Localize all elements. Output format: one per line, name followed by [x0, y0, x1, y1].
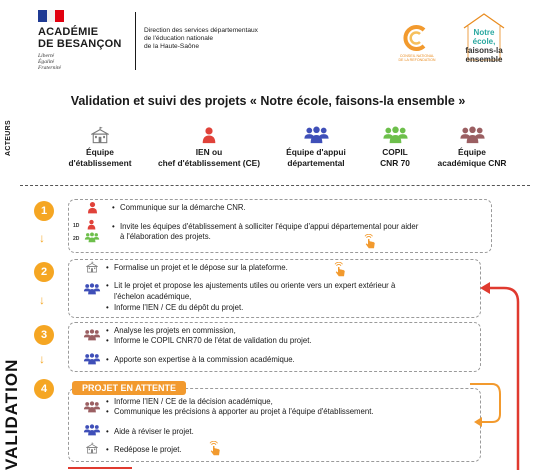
- actor-ien-ce: IEN ou chef d'établissement (CE): [154, 126, 264, 168]
- bottom-accent-line: [68, 467, 132, 469]
- red-return-arrow-icon: [478, 280, 534, 471]
- actors-label: ACTEURS: [5, 120, 12, 156]
- step-3-item-1: • Analyse les projets en commission,: [106, 326, 236, 335]
- step-1-item-1: • Communique sur la démarche CNR.: [112, 203, 246, 212]
- group-icon: [459, 126, 486, 144]
- click-hand-icon: [362, 234, 377, 249]
- cnr-logo-text: CONSEIL NATIONAL DE LA REFONDATION: [398, 54, 436, 62]
- status-badge: PROJET EN ATTENTE: [72, 381, 186, 395]
- step-3-item-3: • Apporte son expertise à la commission académique.: [106, 355, 295, 364]
- down-arrow-icon: ↓: [39, 352, 45, 366]
- school-building-icon: [86, 442, 98, 454]
- person-icon: [86, 219, 97, 230]
- step-number-3: 3: [34, 325, 54, 345]
- direction-line1: Direction des services départementaux: [144, 27, 258, 34]
- step-2-item-2-cont: l'échelon académique,: [114, 292, 192, 301]
- person-icon: [200, 126, 218, 144]
- group-icon: [83, 329, 101, 341]
- school-building-icon: [86, 261, 98, 273]
- step-number-4: 4: [34, 379, 54, 399]
- direction-line2: de l'éducation nationale: [144, 35, 214, 42]
- validation-label: VALIDATION: [2, 358, 21, 470]
- motto-liberte: Liberté: [38, 53, 55, 59]
- step-4-item-1: • Informe l'IEN / CE de la décision académique,: [106, 397, 273, 406]
- actors-divider: [20, 185, 530, 186]
- person-icon: [86, 201, 99, 214]
- step-1-item-2-cont: à l'élaboration des projets.: [120, 232, 211, 241]
- tag-2d: 2D: [73, 236, 80, 242]
- down-arrow-icon: ↓: [39, 231, 45, 245]
- group-icon: [84, 232, 100, 243]
- step-4-item-3: • Aide à réviser le projet.: [106, 427, 194, 436]
- actor-equipe-etablissement: Équipe d'établissement: [68, 126, 132, 168]
- step-4-item-4: • Redépose le projet.: [106, 445, 182, 454]
- step-2-item-1: • Formalise un projet et le dépose sur la plateforme.: [106, 263, 288, 272]
- motto-fraternite: Fraternité: [38, 65, 61, 71]
- header-divider: [135, 12, 136, 70]
- step-number-2: 2: [34, 262, 54, 282]
- group-icon: [83, 401, 101, 413]
- academy-name-line2: DE BESANÇON: [38, 38, 122, 50]
- down-arrow-icon: ↓: [39, 293, 45, 307]
- french-flag: [38, 10, 64, 22]
- motto-egalite: Égalité: [38, 59, 55, 65]
- tag-1d: 1D: [73, 223, 80, 229]
- click-hand-icon: [207, 441, 222, 456]
- actor-equipe-appui: Équipe d'appui départemental: [276, 126, 356, 168]
- step-number-1: 1: [34, 201, 54, 221]
- click-hand-icon: [332, 262, 347, 277]
- step-2-item-2: • Lit le projet et propose les ajustements utiles ou oriente vers un expert extérieur à: [106, 281, 396, 290]
- step-3-item-2: • Informe le COPIL CNR70 de l'état de validation du projet.: [106, 336, 312, 345]
- step-1-item-2: • Invite les équipes d'établissement à solliciter l'équipe d'appui départemental pour aider: [112, 222, 419, 231]
- group-icon: [83, 283, 101, 295]
- group-icon: [303, 126, 330, 144]
- step-2-item-3: • Informe l'IEN / CE du dépôt du projet.: [106, 303, 244, 312]
- group-icon: [83, 353, 101, 365]
- group-icon: [83, 424, 101, 436]
- cnr-logo-icon: [402, 24, 430, 52]
- academy-name-line1: ACADÉMIE: [38, 26, 99, 38]
- group-icon: [382, 126, 409, 144]
- actor-copil: COPIL CNR 70: [370, 126, 420, 168]
- actor-equipe-academique: Équipe académique CNR: [432, 126, 512, 168]
- school-building-icon: [91, 126, 109, 144]
- neef-logo-text: Notre école, faisons-la ensemble: [465, 28, 503, 64]
- direction-line3: de la Haute-Saône: [144, 43, 199, 50]
- page-title: Validation et suivi des projets « Notre école, faisons-la ensemble »: [70, 94, 466, 108]
- step-4-item-2: • Communique les précisions à apporter au projet à l'équipe d'établissement.: [106, 407, 374, 416]
